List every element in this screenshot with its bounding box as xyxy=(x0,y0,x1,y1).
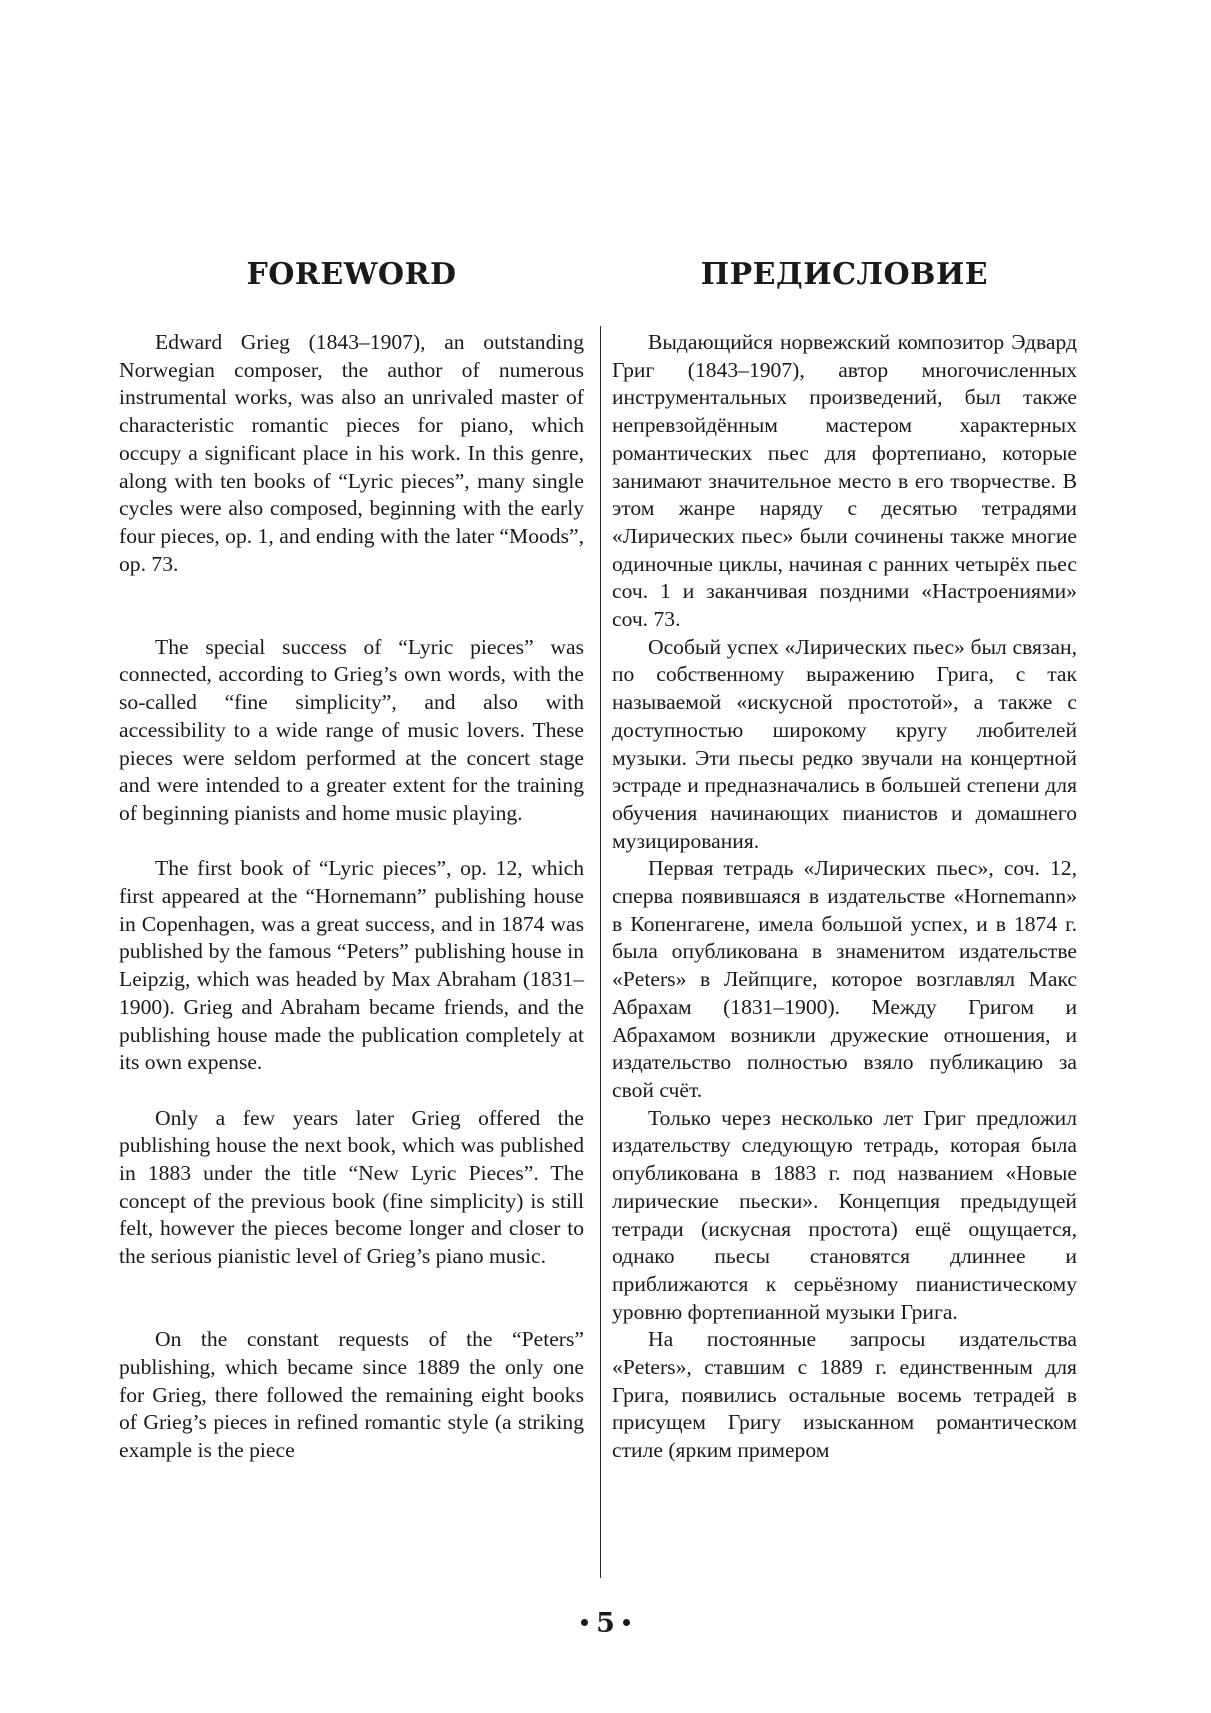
russian-column xyxy=(612,255,1077,1465)
bullet-icon xyxy=(623,1619,630,1626)
english-paragraph: The first book of “Lyric pieces”, op. 12, which first appeared at the “Hornemann” publishing house in Copenhagen, was a great success, and in 1874 was published by the famous “Peters” publishing house in Leipzig, which was headed by Max Abraham (1831–1900). Grieg and Abraham became friends, and the publishing house made the publication completely at its own expense. xyxy=(119,856,584,1075)
english-paragraph: Only a few years later Grieg offered the publishing house the next book, which was published in 1883 under the title “New Lyric Pieces”. The concept of the previous book (fine simplicity) is still felt, however the pieces become longer and closer to the serious pianistic level of Grieg’s piano music. xyxy=(119,1105,584,1269)
page-number: 5 xyxy=(596,1608,615,1639)
english-heading: FOREWORD xyxy=(246,257,457,292)
russian-paragraph: Выдающийся норвежский композитор Эдвард Григ (1843–1907), автор многочисленных инструментальных произведений, был также непревзойдённым мастером характерных романтических пьес для фортепиано, которые занимают значительное место в его творчестве. В этом жанре наряду с десятью тетрадями «Лирических пьес» были сочинены также многие одиночные циклы, начиная с ранних четырёх пьес соч. 1 и заканчивая поздними «Настроениями» соч. 73. xyxy=(612,330,1077,632)
english-paragraph: On the constant requests of the “Peters” publishing, which became since 1889 the only one for Grieg, there followed the remaining eight books of Grieg’s pieces in refined romantic style (a striking example is the piece xyxy=(119,1327,584,1463)
russian-paragraph: На постоянные запросы издательства «Peters», ставшим с 1889 г. единственным для Грига, появились остальные восемь тетрадей в присущем Григу изысканном романтическом стиле (ярким примером xyxy=(612,1327,1077,1463)
page-footer xyxy=(0,1608,1211,1639)
english-paragraph: Edward Grieg (1843–1907), an outstanding Norwegian composer, the author of numerous instrumental works, was also an unrivaled master of characteristic romantic pieces for piano, which occupy a significant place in his work. In this genre, along with ten books of “Lyric pieces”, many single cycles were also composed, beginning with the early four pieces, op. 1, and ending with the later “Moods”, op. 73. xyxy=(119,330,584,576)
russian-heading: ПРЕДИСЛОВИЕ xyxy=(700,257,989,292)
russian-paragraph: Первая тетрадь «Лирических пьес», соч. 12, сперва появившаяся в издательстве «Hornemann» в Копенгагене, имела большой успех, и в 1874 г. была опубликована в знаменитом издательстве «Peters» в Лейпциге, которое возглавлял Макс Абрахам (1831–1900). Между Григом и Абрахамом возникли дружеские отношения, и издательство полностью взяло публикацию за свой счёт. xyxy=(612,856,1077,1102)
russian-paragraph: Только через несколько лет Григ предложил издательству следующую тетрадь, которая была опубликована в 1883 г. под названием «Новые лирические пьески». Концепция предыдущей тетради (искусная простота) ещё ощущается, однако пьесы становятся длиннее и приближаются к серьёзному пианистическому уровню фортепианной музыки Грига. xyxy=(612,1105,1077,1324)
bullet-icon xyxy=(581,1619,588,1626)
english-column xyxy=(119,255,584,1492)
english-paragraph: The special success of “Lyric pieces” was connected, according to Grieg’s own words, with the so-called “fine simplicity”, and also with accessibility to a wide range of music lovers. These pieces were seldom performed at the concert stage and were intended to a greater extent for the training of beginning pianists and home music playing. xyxy=(119,634,584,825)
column-divider xyxy=(600,326,601,1578)
russian-paragraph: Особый успех «Лирических пьес» был связан, по собственному выражению Грига, с так называемой «искусной простотой», а также с доступностью широкому кругу любителей музыки. Эти пьесы редко звучали на концертной эстраде и предназначались в большей степени для обучения начинающих пианистов и домашнего музицирования. xyxy=(612,634,1077,853)
